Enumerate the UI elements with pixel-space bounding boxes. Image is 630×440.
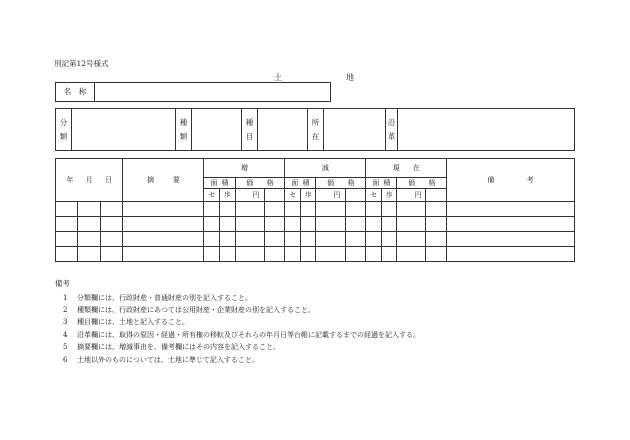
- table-cell[interactable]: [345, 247, 366, 262]
- table-cell[interactable]: [56, 202, 78, 217]
- note-text: 種目欄には、土地と記入すること。: [77, 318, 189, 327]
- table-cell[interactable]: [264, 217, 285, 232]
- page-title-char: 地: [346, 73, 354, 82]
- form-id: 別記第12号様式: [54, 59, 109, 68]
- table-cell[interactable]: [204, 247, 220, 262]
- note-number: 6: [63, 355, 68, 364]
- unit-bu: 歩: [300, 189, 316, 202]
- table-cell[interactable]: [264, 232, 285, 247]
- table-cell[interactable]: [56, 247, 78, 262]
- category-label-char: 分: [59, 117, 68, 127]
- table-row: [56, 217, 575, 232]
- page-title-char: 土: [274, 73, 282, 82]
- table-cell[interactable]: [381, 202, 397, 217]
- price-char: 格: [347, 178, 355, 187]
- table-cell[interactable]: [77, 247, 100, 262]
- table-cell[interactable]: [56, 217, 78, 232]
- note-number: 4: [63, 330, 68, 339]
- note-number: 5: [63, 343, 68, 352]
- table-cell[interactable]: [300, 202, 316, 217]
- increase-area-header: [204, 178, 235, 189]
- note-text: 土地以外のものについては、土地に準じて記入すること。: [77, 355, 259, 364]
- price-char: 価: [327, 178, 335, 187]
- note-number: 3: [63, 318, 68, 327]
- note-item: [63, 342, 420, 354]
- table-cell[interactable]: [219, 202, 235, 217]
- history-value-field[interactable]: [398, 109, 574, 150]
- remarks-header-char: 考: [526, 175, 534, 184]
- note-item: [63, 354, 420, 366]
- table-cell[interactable]: [316, 247, 345, 262]
- table-row: [56, 202, 575, 217]
- note-text: 分類欄には、行政財産・普通財産の別を記入すること。: [77, 293, 252, 302]
- table-cell[interactable]: [285, 247, 301, 262]
- table-cell[interactable]: [366, 217, 382, 232]
- note-item: [63, 292, 420, 304]
- decrease-area-header: [285, 178, 316, 189]
- category-strip: [55, 108, 575, 151]
- table-cell[interactable]: [285, 232, 301, 247]
- table-cell[interactable]: [235, 217, 264, 232]
- ledger-rows: [56, 202, 575, 262]
- table-cell[interactable]: [77, 232, 100, 247]
- unit-blank: [264, 189, 285, 202]
- table-cell[interactable]: [123, 202, 204, 217]
- type-label: [242, 109, 258, 150]
- name-value-field[interactable]: [95, 83, 330, 101]
- table-cell[interactable]: [345, 217, 366, 232]
- kind-label: [176, 109, 192, 150]
- table-cell[interactable]: [366, 247, 382, 262]
- date-header-day: 日: [105, 175, 113, 184]
- table-cell[interactable]: [345, 202, 366, 217]
- area-char: 積: [302, 178, 310, 187]
- table-cell[interactable]: [77, 217, 100, 232]
- area-char: 面: [372, 178, 380, 187]
- remarks-header-char: 備: [487, 175, 495, 184]
- current-header-char: 在: [412, 163, 420, 172]
- unit-bu: 歩: [381, 189, 397, 202]
- table-cell[interactable]: [204, 232, 220, 247]
- location-label: [308, 109, 324, 150]
- remarks-header: [447, 159, 575, 202]
- table-cell[interactable]: [123, 232, 204, 247]
- current-header-char: 現: [392, 163, 400, 172]
- unit-bu: 歩: [219, 189, 235, 202]
- note-text: 摘要欄には、増減事由を、備考欄にはその内容を記入すること。: [77, 343, 280, 352]
- table-cell[interactable]: [447, 217, 575, 232]
- table-cell[interactable]: [381, 217, 397, 232]
- table-cell[interactable]: [264, 202, 285, 217]
- table-cell[interactable]: [397, 247, 426, 262]
- table-row: [56, 232, 575, 247]
- table-cell[interactable]: [316, 202, 345, 217]
- location-label-char: 所: [311, 117, 320, 127]
- category-value-field[interactable]: [72, 109, 176, 150]
- area-char: 積: [221, 178, 229, 187]
- kind-value-field[interactable]: [192, 109, 242, 150]
- kind-label-char: 類: [179, 132, 188, 141]
- area-char: 面: [210, 178, 218, 187]
- unit-blank: [345, 189, 366, 202]
- date-header: [56, 159, 123, 202]
- table-cell[interactable]: [77, 202, 100, 217]
- table-cell[interactable]: [447, 202, 575, 217]
- table-cell[interactable]: [426, 247, 447, 262]
- table-cell[interactable]: [426, 202, 447, 217]
- note-number: 1: [63, 293, 68, 302]
- current-area-header: [366, 178, 397, 189]
- history-label-char: 革: [387, 132, 396, 141]
- table-cell[interactable]: [366, 232, 382, 247]
- table-cell[interactable]: [204, 217, 220, 232]
- notes-list: [63, 292, 420, 366]
- table-cell[interactable]: [300, 217, 316, 232]
- table-cell[interactable]: [300, 232, 316, 247]
- increase-header: 増: [204, 159, 285, 178]
- table-cell[interactable]: [345, 232, 366, 247]
- current-header: [366, 159, 447, 178]
- price-char: 価: [246, 178, 254, 187]
- kind-label-char: 種: [179, 117, 188, 127]
- table-cell[interactable]: [235, 247, 264, 262]
- table-row: [56, 247, 575, 262]
- date-header-month: 月: [85, 175, 93, 184]
- current-price-header: [397, 178, 447, 189]
- increase-price-header: [235, 178, 285, 189]
- page-title: [274, 74, 354, 82]
- unit-se: セ: [285, 189, 301, 202]
- note-item: [63, 329, 420, 341]
- type-label-char: 種: [245, 117, 254, 127]
- note-item: [63, 317, 420, 329]
- table-cell[interactable]: [123, 247, 204, 262]
- name-field-box: [55, 82, 331, 102]
- date-header-year: 年: [66, 175, 74, 184]
- table-cell[interactable]: [219, 247, 235, 262]
- table-cell[interactable]: [447, 232, 575, 247]
- table-cell[interactable]: [381, 247, 397, 262]
- summary-header-char: 要: [172, 175, 180, 184]
- table-cell[interactable]: [219, 217, 235, 232]
- name-label-char: 称: [78, 87, 87, 97]
- table-cell[interactable]: [123, 217, 204, 232]
- price-char: 価: [408, 178, 416, 187]
- table-cell[interactable]: [397, 232, 426, 247]
- table-cell[interactable]: [235, 232, 264, 247]
- note-text: 種類欄には、行政財産にあつては公用財産・企業財産の別を記入すること。: [77, 306, 315, 315]
- unit-blank: [426, 189, 447, 202]
- table-cell[interactable]: [235, 202, 264, 217]
- table-cell[interactable]: [366, 202, 382, 217]
- table-cell[interactable]: [100, 217, 123, 232]
- summary-header-char: 摘: [146, 175, 154, 184]
- table-cell[interactable]: [100, 232, 123, 247]
- category-label-char: 類: [59, 132, 68, 141]
- history-label: [386, 109, 398, 150]
- notes-title: 備考: [55, 279, 70, 288]
- table-cell[interactable]: [219, 232, 235, 247]
- category-label: [56, 109, 72, 150]
- table-cell[interactable]: [100, 202, 123, 217]
- name-label-char: 名: [63, 87, 72, 97]
- price-char: 格: [266, 178, 274, 187]
- note-item: [63, 304, 420, 316]
- table-cell[interactable]: [264, 247, 285, 262]
- note-text: 沿革欄には、取得の原因・経過・所有権の移転及びそれらの年月日等台帳に記載するまでの経過を記入する。: [77, 330, 420, 339]
- table-cell[interactable]: [285, 202, 301, 217]
- location-value-field[interactable]: [324, 109, 386, 150]
- unit-yen: 円: [235, 189, 264, 202]
- decrease-price-header: [316, 178, 366, 189]
- table-cell[interactable]: [204, 202, 220, 217]
- type-value-field[interactable]: [258, 109, 308, 150]
- name-label: [56, 83, 95, 101]
- unit-yen: 円: [397, 189, 426, 202]
- summary-header: [123, 159, 204, 202]
- table-cell[interactable]: [381, 232, 397, 247]
- table-cell[interactable]: [100, 247, 123, 262]
- table-cell[interactable]: [426, 217, 447, 232]
- unit-yen: 円: [316, 189, 345, 202]
- unit-se: セ: [366, 189, 382, 202]
- price-char: 格: [428, 178, 436, 187]
- table-cell[interactable]: [397, 202, 426, 217]
- area-char: 面: [291, 178, 299, 187]
- note-number: 2: [63, 306, 68, 315]
- table-cell[interactable]: [285, 217, 301, 232]
- type-label-char: 目: [245, 132, 254, 141]
- table-cell[interactable]: [300, 247, 316, 262]
- decrease-header: 減: [285, 159, 366, 178]
- area-char: 積: [383, 178, 391, 187]
- table-cell[interactable]: [56, 232, 78, 247]
- history-label-char: 沿: [387, 117, 396, 127]
- table-cell[interactable]: [447, 247, 575, 262]
- ledger-table: [55, 158, 575, 262]
- unit-se: セ: [204, 189, 220, 202]
- table-cell[interactable]: [397, 217, 426, 232]
- table-cell[interactable]: [426, 232, 447, 247]
- table-cell[interactable]: [316, 232, 345, 247]
- location-label-char: 在: [311, 132, 320, 141]
- table-cell[interactable]: [316, 217, 345, 232]
